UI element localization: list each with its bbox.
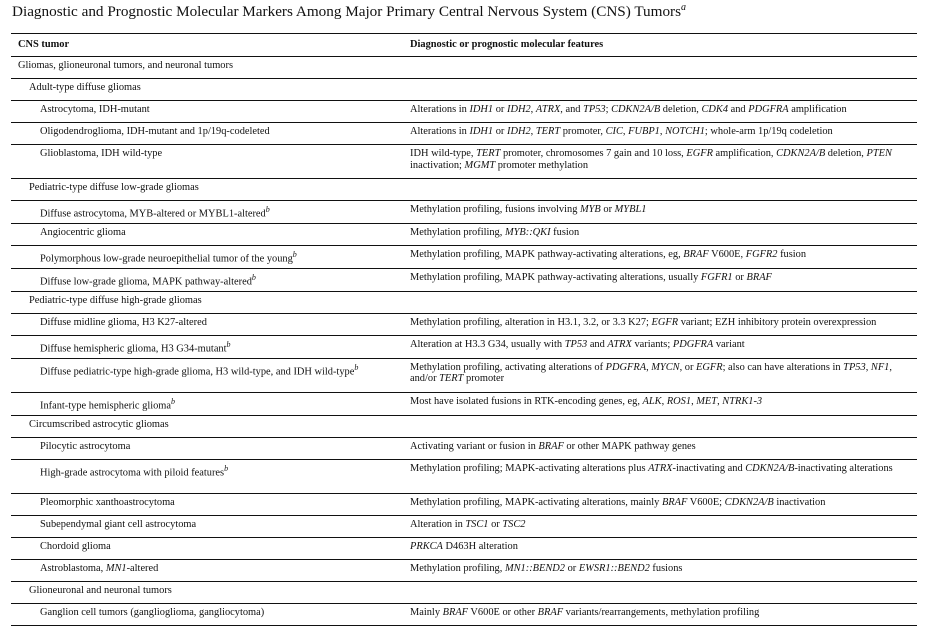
markers-table xyxy=(11,33,917,626)
section-row xyxy=(11,79,917,101)
tumor-name: Oligodendroglioma, IDH-mutant and 1p/19q-codeleted xyxy=(40,126,270,137)
footnote-marker: b xyxy=(354,362,359,372)
features-cell: Methylation profiling, activating alterations of PDGFRA, MYCN, or EGFR; also can have alterations in TP53, NF1, and/or TERT promoter xyxy=(403,358,917,392)
tumor-cell xyxy=(11,415,403,437)
table-row xyxy=(11,268,917,291)
table-title xyxy=(12,2,686,21)
tumor-name: Pediatric-type diffuse high-grade gliomas xyxy=(29,294,202,306)
features-cell: Most have isolated fusions in RTK-encoding genes, eg, ALK, ROS1, MET, NTRK1-3 xyxy=(403,392,917,415)
features-cell: Methylation profiling, MAPK pathway-activating alterations, usually FGFR1 or BRAF xyxy=(403,268,917,291)
table-row xyxy=(11,459,917,493)
features-cell: Methylation profiling, MAPK-activating alterations, mainly BRAF V600E; CDKN2A/B inactivation xyxy=(403,493,917,515)
table-row xyxy=(11,313,917,335)
features-cell: Methylation profiling, MN1::BEND2 or EWSR1::BEND2 fusions xyxy=(403,559,917,581)
tumor-cell xyxy=(11,145,403,179)
tumor-name: Diffuse midline glioma, H3 K27-altered xyxy=(40,316,207,328)
section-row xyxy=(11,581,917,603)
tumor-cell xyxy=(11,537,403,559)
tumor-cell xyxy=(11,245,403,268)
tumor-name: Polymorphous low-grade neuroepithelial tumor of the young xyxy=(40,253,293,265)
header-cns-tumor: CNS tumor xyxy=(11,34,403,57)
table-row xyxy=(11,603,917,625)
table-row xyxy=(11,437,917,459)
tumor-cell xyxy=(11,358,403,392)
table-title-text: Diagnostic and Prognostic Molecular Markers Among Major Primary Central Nervous System (CNS) Tumors xyxy=(12,3,682,21)
table-row xyxy=(11,537,917,559)
tumor-name: Diffuse astrocytoma, MYB-altered or MYBL1-altered xyxy=(40,208,266,220)
tumor-name: Subependymal giant cell astrocytoma xyxy=(40,518,197,530)
table-row xyxy=(11,123,917,145)
footnote-marker: b xyxy=(171,396,175,406)
tumor-name: Diffuse hemispheric glioma, H3 G34-mutant xyxy=(40,343,227,355)
table-row xyxy=(11,559,917,581)
features-cell: Methylation profiling, MAPK pathway-activating alterations, eg, BRAF V600E, FGFR2 fusion xyxy=(403,245,917,268)
tumor-name: Glioblastoma, IDH wild-type xyxy=(40,148,163,159)
footnote-marker: b xyxy=(265,205,270,214)
tumor-cell xyxy=(11,291,403,313)
features-cell xyxy=(403,79,917,101)
footnote-marker: b xyxy=(226,339,231,349)
tumor-name: Diffuse pediatric-type high-grade glioma, H3 wild-type, and IDH wild-type xyxy=(40,366,355,378)
tumor-cell xyxy=(11,581,403,603)
features-cell xyxy=(403,179,917,201)
tumor-cell xyxy=(11,392,403,415)
tumor-cell xyxy=(11,459,403,493)
tumor-cell xyxy=(11,335,403,358)
table-row xyxy=(11,358,917,392)
tumor-cell xyxy=(11,223,403,245)
features-cell xyxy=(403,581,917,603)
features-cell xyxy=(403,291,917,313)
footnote-marker: b xyxy=(224,463,229,473)
tumor-cell xyxy=(11,123,403,145)
tumor-cell xyxy=(11,57,403,79)
tumor-name: Astrocytoma, IDH-mutant xyxy=(40,104,150,115)
table-row xyxy=(11,223,917,245)
tumor-name: Angiocentric glioma xyxy=(40,226,126,238)
features-cell: Alterations in IDH1 or IDH2, TERT promoter, CIC, FUBP1, NOTCH1; whole-arm 1p/19q codeletion xyxy=(403,123,917,145)
footnote-marker: b xyxy=(251,272,256,282)
features-cell xyxy=(403,415,917,437)
tumor-name: Chordoid glioma xyxy=(40,540,111,552)
tumor-cell xyxy=(11,437,403,459)
tumor-cell xyxy=(11,515,403,537)
table-row xyxy=(11,201,917,224)
table-row xyxy=(11,101,917,123)
section-row xyxy=(11,57,917,79)
features-cell: IDH wild-type, TERT promoter, chromosomes 7 gain and 10 loss, EGFR amplification, CDKN2A/B deletion, PTEN inactivation; MGMT promoter methylation xyxy=(403,145,917,179)
tumor-name: Infant-type hemispheric glioma xyxy=(40,400,171,412)
tumor-name: Astroblastoma, MN1-altered xyxy=(40,562,159,574)
features-cell: Methylation profiling; MAPK-activating alterations plus ATRX-inactivating and CDKN2A/B-inactivating alterations xyxy=(403,459,917,493)
header-molecular-features: Diagnostic or prognostic molecular features xyxy=(403,34,917,57)
features-cell: Alterations in IDH1 or IDH2, ATRX, and TP53; CDKN2A/B deletion, CDK4 and PDGFRA amplification xyxy=(403,101,917,123)
table-row xyxy=(11,392,917,415)
tumor-cell xyxy=(11,268,403,291)
table-row xyxy=(11,145,917,179)
table-row xyxy=(11,245,917,268)
table-body xyxy=(11,57,917,626)
table-row xyxy=(11,493,917,515)
tumor-cell xyxy=(11,101,403,123)
tumor-cell xyxy=(11,179,403,201)
table-row xyxy=(11,335,917,358)
features-cell: Activating variant or fusion in BRAF or other MAPK pathway genes xyxy=(403,437,917,459)
tumor-cell xyxy=(11,493,403,515)
tumor-name: Adult-type diffuse gliomas xyxy=(29,82,141,93)
tumor-cell xyxy=(11,603,403,625)
tumor-name: Glioneuronal and neuronal tumors xyxy=(29,584,172,596)
tumor-cell xyxy=(11,313,403,335)
features-cell: Methylation profiling, fusions involving MYB or MYBL1 xyxy=(403,201,917,224)
tumor-cell xyxy=(11,79,403,101)
tumor-name: Pediatric-type diffuse low-grade gliomas xyxy=(29,182,199,193)
footnote-marker: b xyxy=(292,249,297,259)
features-cell: PRKCA D463H alteration xyxy=(403,537,917,559)
tumor-name: Circumscribed astrocytic gliomas xyxy=(29,418,169,430)
tumor-name: Diffuse low-grade glioma, MAPK pathway-altered xyxy=(40,276,252,288)
tumor-cell xyxy=(11,559,403,581)
features-cell: Methylation profiling, alteration in H3.1, 3.2, or 3.3 K27; EGFR variant; EZH inhibitory protein overexpression xyxy=(403,313,917,335)
table-header-row xyxy=(11,34,917,57)
tumor-name: High-grade astrocytoma with piloid features xyxy=(40,467,225,479)
section-row xyxy=(11,415,917,437)
tumor-name: Gliomas, glioneuronal tumors, and neuronal tumors xyxy=(18,60,233,71)
section-row xyxy=(11,179,917,201)
section-row xyxy=(11,291,917,313)
features-cell xyxy=(403,57,917,79)
tumor-name: Ganglion cell tumors (ganglioglioma, gangliocytoma) xyxy=(40,606,265,618)
features-cell: Methylation profiling, MYB::QKI fusion xyxy=(403,223,917,245)
tumor-cell xyxy=(11,201,403,224)
title-footnote: a xyxy=(681,2,687,13)
tumor-name: Pleomorphic xanthoastrocytoma xyxy=(40,496,175,508)
features-cell: Alteration at H3.3 G34, usually with TP53 and ATRX variants; PDGFRA variant xyxy=(403,335,917,358)
features-cell: Alteration in TSC1 or TSC2 xyxy=(403,515,917,537)
features-cell: Mainly BRAF V600E or other BRAF variants/rearrangements, methylation profiling xyxy=(403,603,917,625)
tumor-name: Pilocytic astrocytoma xyxy=(40,440,131,452)
table-row xyxy=(11,515,917,537)
